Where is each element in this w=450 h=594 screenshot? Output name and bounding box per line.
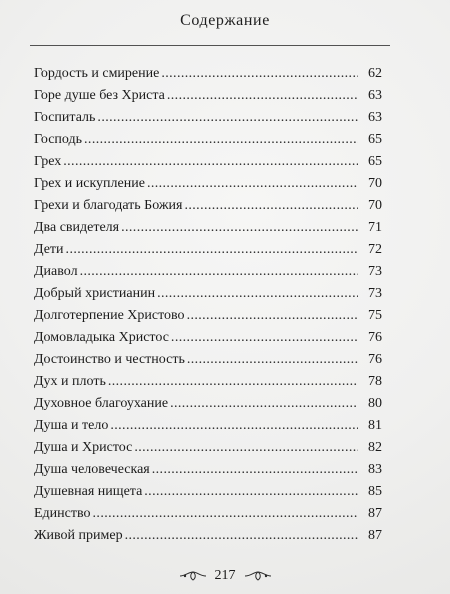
toc-entry	[34, 459, 382, 481]
ornament-right-icon	[244, 570, 272, 582]
toc-leader-dots	[167, 85, 358, 107]
toc-leader-dots	[157, 283, 358, 305]
toc-entry	[34, 261, 382, 283]
toc-leader-dots	[125, 525, 358, 547]
toc-entry-page: 75	[368, 308, 382, 323]
toc-leader-dots	[84, 129, 358, 151]
toc-leader-dots	[161, 63, 358, 85]
toc-leader-dots	[66, 239, 358, 261]
toc-entry	[34, 85, 382, 107]
toc-leader-dots	[134, 437, 358, 459]
toc-entry	[34, 393, 382, 415]
toc-entry-title: Два свидетеля	[34, 220, 120, 235]
toc-entry-title: Домовладыка Христос	[34, 330, 169, 345]
toc-leader-dots	[187, 349, 358, 371]
toc-leader-dots	[110, 415, 358, 437]
toc-entry-page: 87	[368, 528, 382, 543]
toc-entry-page: 63	[368, 88, 382, 103]
toc-leader-dots	[184, 195, 358, 217]
toc-leader-dots	[97, 107, 358, 129]
toc-entry	[34, 327, 382, 349]
toc-entry-title: Господь	[34, 132, 83, 147]
toc-entry-page: 80	[368, 396, 382, 411]
toc-entry-title: Душа и Христос	[34, 440, 133, 455]
toc-entry-page: 76	[368, 330, 382, 345]
page-header: Содержание	[180, 12, 270, 29]
toc-entry-title: Долготерпение Христово	[34, 308, 185, 323]
toc-entry	[34, 107, 382, 129]
toc-entry-title: Гордость и смирение	[34, 66, 160, 81]
toc-entry	[34, 415, 382, 437]
toc-entry-title: Духовное благоухание	[34, 396, 169, 411]
toc-entry-title: Душа и тело	[34, 418, 109, 433]
toc-entry-title: Диавол	[34, 264, 78, 279]
toc-leader-dots	[144, 481, 358, 503]
toc-entry-page: 73	[368, 264, 382, 279]
toc-leader-dots	[80, 261, 358, 283]
toc-entry-page: 81	[368, 418, 382, 433]
toc-entry-page: 62	[368, 66, 382, 81]
toc-entry-title: Дети	[34, 242, 64, 257]
toc-entry-page: 73	[368, 286, 382, 301]
toc-entry-title: Достоинство и честность	[34, 352, 185, 367]
page-number: 217	[214, 568, 236, 583]
toc-leader-dots	[187, 305, 358, 327]
toc-entry	[34, 525, 382, 547]
toc-entry-title: Единство	[34, 506, 91, 521]
toc-entry-title: Грех и искупление	[34, 176, 145, 191]
toc-entry-title: Грехи и благодать Божия	[34, 198, 183, 213]
toc-entry	[34, 349, 382, 371]
toc-entry-page: 87	[368, 506, 382, 521]
toc-entry-page: 72	[368, 242, 382, 257]
toc-entry	[34, 173, 382, 195]
toc-entry-title: Горе душе без Христа	[34, 88, 165, 103]
toc-entry-title: Живой пример	[34, 528, 123, 543]
ornament-left-icon	[179, 570, 207, 582]
toc-leader-dots	[147, 173, 358, 195]
toc-entry-page: 70	[368, 198, 382, 213]
toc-entry-title: Душа человеческая	[34, 462, 150, 477]
toc-entry	[34, 239, 382, 261]
toc-entry-title: Грех	[34, 154, 62, 169]
toc-entry-page: 83	[368, 462, 382, 477]
toc-entry-page: 71	[368, 220, 382, 235]
toc-entry	[34, 63, 382, 85]
toc-leader-dots	[108, 371, 358, 393]
toc-entry	[34, 305, 382, 327]
toc-entry	[34, 371, 382, 393]
toc-entry-title: Душевная нищета	[34, 484, 143, 499]
toc-entry	[34, 151, 382, 173]
toc-entry	[34, 503, 382, 525]
toc-entry	[34, 437, 382, 459]
toc-leader-dots	[93, 503, 358, 525]
toc-entry-page: 85	[368, 484, 382, 499]
toc-leader-dots	[121, 217, 358, 239]
toc-leader-dots	[171, 327, 358, 349]
toc-leader-dots	[63, 151, 358, 173]
toc-leader-dots	[152, 459, 358, 481]
toc-entry-page: 65	[368, 132, 382, 147]
toc-entry	[34, 283, 382, 305]
toc-entry	[34, 481, 382, 503]
header-rule	[30, 45, 390, 46]
toc-entry-title: Добрый христианин	[34, 286, 156, 301]
toc-entry-page: 65	[368, 154, 382, 169]
toc-entry-page: 82	[368, 440, 382, 455]
toc-entry	[34, 217, 382, 239]
toc-entry-page: 76	[368, 352, 382, 367]
toc-entry-page: 63	[368, 110, 382, 125]
toc-entry-page: 78	[368, 374, 382, 389]
toc-entry	[34, 129, 382, 151]
toc-entry-page: 70	[368, 176, 382, 191]
toc-entry-title: Дух и плоть	[34, 374, 106, 389]
toc-entry	[34, 195, 382, 217]
toc-entry-title: Госпиталь	[34, 110, 96, 125]
toc-leader-dots	[170, 393, 358, 415]
page-footer	[0, 566, 450, 586]
